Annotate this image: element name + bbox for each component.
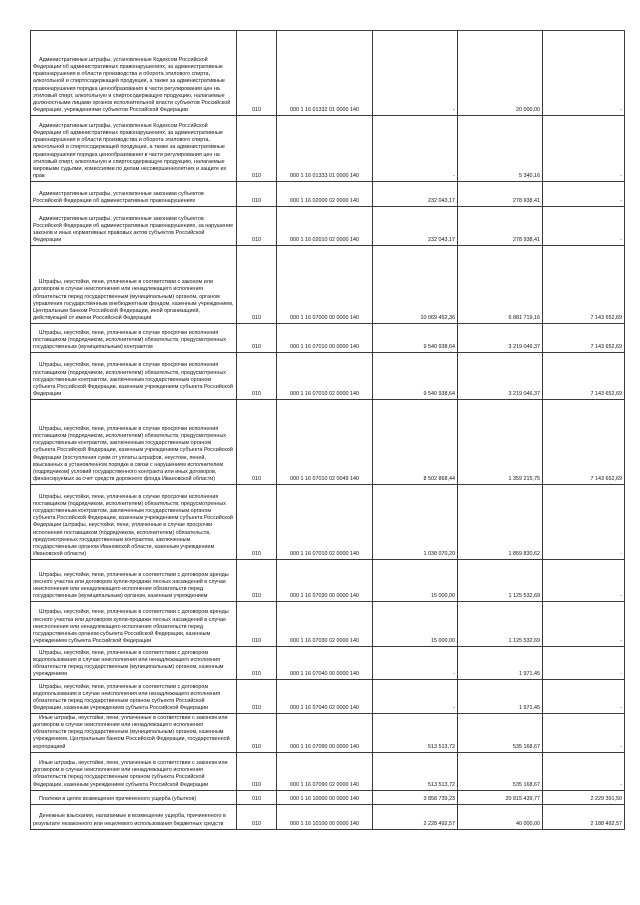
row-value-1-text: 513 513,72 — [428, 781, 455, 788]
table-body — [31, 31, 625, 830]
row-value-2-text: 40 000,00 — [516, 820, 540, 827]
row-name-text: Денежные взыскания, налагаемые в возмещение ущерба, причиненного в результате незаконного или нецелевого использования бюджетных средств — [33, 813, 226, 827]
row-value-1-cell — [373, 647, 458, 680]
row-budget-code-cell — [277, 680, 373, 714]
row-value-3-cell — [543, 790, 625, 804]
row-name-text: Административные штрафы, установленные законами субъектов Российской Федерации об административных правонарушениях — [33, 190, 204, 204]
row-budget-code-text: 000 1 16 07030 00 0000 140 — [290, 592, 359, 599]
row-line-code-text: 010 — [252, 795, 261, 802]
row-budget-code-cell — [277, 752, 373, 790]
row-budget-code-text: 000 1 16 07010 02 0000 140 — [290, 550, 359, 557]
row-budget-code-text: 000 1 16 07010 00 0000 140 — [290, 343, 359, 350]
revenue-table — [30, 30, 625, 830]
row-value-3-text: - — [620, 550, 622, 557]
row-name-cell — [31, 647, 237, 680]
row-name-cell — [31, 207, 237, 246]
row-value-1-text: 1 038 070,20 — [423, 550, 455, 557]
table-row — [31, 680, 625, 714]
row-value-1-cell — [373, 752, 458, 790]
row-value-3-cell — [543, 714, 625, 753]
row-value-3-text: - — [620, 172, 622, 179]
row-value-1-cell — [373, 116, 458, 182]
row-value-3-cell — [543, 804, 625, 829]
row-value-2-cell — [458, 31, 543, 116]
row-line-code-text: 010 — [252, 820, 261, 827]
row-name-cell — [31, 485, 237, 560]
row-budget-code-cell — [277, 485, 373, 560]
row-budget-code-cell — [277, 804, 373, 829]
row-value-1-cell — [373, 790, 458, 804]
row-value-1-cell — [373, 182, 458, 207]
row-line-code-cell — [237, 560, 277, 602]
row-value-1-cell — [373, 602, 458, 647]
row-value-3-text: 2 229 391,50 — [590, 795, 622, 802]
row-value-2-cell — [458, 602, 543, 647]
row-line-code-text: 010 — [252, 743, 261, 750]
row-budget-code-text: 000 1 16 01332 01 0000 140 — [290, 106, 359, 113]
table-row — [31, 207, 625, 246]
row-budget-code-text: 000 1 16 02010 02 0000 140 — [290, 236, 359, 243]
row-value-1-cell — [373, 207, 458, 246]
row-value-2-cell — [458, 680, 543, 714]
row-value-3-text: - — [620, 236, 622, 243]
row-budget-code-text: 000 1 16 07030 02 0000 140 — [290, 637, 359, 644]
row-name-text: Штрафы, неустойки, пени, уплаченные в соответствии с договором аренды лесного участка или договором купли-продажи лесных насаждений в случае неисполнения или ненадлежащего исполнения обязательств перед государственным органом субъекта Российской Федерации, казенным учреждением субъекта Российской Федерации — [33, 609, 229, 644]
table-row — [31, 804, 625, 829]
row-line-code-cell — [237, 602, 277, 647]
row-budget-code-text: 000 1 16 07090 00 0000 140 — [290, 743, 359, 750]
row-line-code-cell — [237, 182, 277, 207]
row-name-text: Штрафы, неустойки, пени, уплаченные в случае просрочки исполнения поставщиком (подрядчиком, исполнителем) обязательств, предусмотренных государственным (муниципальным) контрактом — [33, 329, 226, 350]
row-value-2-text: 20 815 439,77 — [505, 795, 540, 802]
row-value-2-cell — [458, 804, 543, 829]
row-line-code-text: 010 — [252, 314, 261, 321]
row-budget-code-cell — [277, 182, 373, 207]
row-value-3-cell — [543, 31, 625, 116]
row-name-text: Административные штрафы, установленные Кодексом Российской Федерации об административных правонарушениях, за административные правонарушения в области производства и оборота этилового спирта, алкогольной и спиртосодержащей продукции, а также за административные правонарушения порядка ценообразования в части регулирования цен на этиловый спирт, алкогольную и спиртосодержащую продукцию, налагаемые должностными лицами органов исполнительной власти субъектов Российской Федерации, учреждениями субъектов Российской Федерации — [33, 57, 231, 113]
row-value-1-cell — [373, 714, 458, 753]
row-value-1-text: - — [453, 704, 455, 711]
row-value-3-text: 7 143 652,69 — [590, 475, 622, 482]
row-value-1-cell — [373, 680, 458, 714]
row-value-3-text: 7 143 652,69 — [590, 314, 622, 321]
row-value-2-text: 5 340,16 — [519, 172, 540, 179]
table-row — [31, 31, 625, 116]
row-budget-code-cell — [277, 560, 373, 602]
row-value-3-text: - — [620, 106, 622, 113]
row-value-1-cell — [373, 324, 458, 353]
row-value-2-cell — [458, 324, 543, 353]
row-line-code-text: 010 — [252, 390, 261, 397]
row-line-code-cell — [237, 647, 277, 680]
row-name-cell — [31, 31, 237, 116]
row-value-3-text: 2 188 492,57 — [590, 820, 622, 827]
row-value-1-text: 9 540 938,64 — [423, 343, 455, 350]
row-budget-code-cell — [277, 353, 373, 400]
row-value-1-text: 232 043,17 — [428, 236, 455, 243]
row-value-2-cell — [458, 207, 543, 246]
row-value-3-text: - — [620, 592, 622, 599]
row-budget-code-text: 000 1 16 10000 00 0000 140 — [290, 795, 359, 802]
row-value-2-cell — [458, 116, 543, 182]
row-line-code-cell — [237, 714, 277, 753]
row-value-1-text: 2 228 492,57 — [423, 820, 455, 827]
row-name-cell — [31, 804, 237, 829]
row-budget-code-cell — [277, 400, 373, 485]
row-value-3-text: - — [620, 781, 622, 788]
row-line-code-text: 010 — [252, 670, 261, 677]
row-value-2-text: 1 125 532,69 — [508, 637, 540, 644]
row-name-cell — [31, 714, 237, 753]
table-row — [31, 324, 625, 353]
row-budget-code-text: 000 1 16 02000 02 0000 140 — [290, 197, 359, 204]
table-row — [31, 116, 625, 182]
row-value-1-text: - — [453, 106, 455, 113]
table-row — [31, 714, 625, 753]
row-line-code-cell — [237, 31, 277, 116]
row-value-3-cell — [543, 560, 625, 602]
row-value-2-cell — [458, 246, 543, 324]
row-value-1-text: 513 513,72 — [428, 743, 455, 750]
row-value-1-text: 15 000,00 — [431, 637, 455, 644]
row-budget-code-cell — [277, 207, 373, 246]
row-value-1-text: - — [453, 670, 455, 677]
row-value-2-cell — [458, 752, 543, 790]
row-value-2-text: 535 168,67 — [513, 743, 540, 750]
row-line-code-text: 010 — [252, 197, 261, 204]
row-value-1-cell — [373, 353, 458, 400]
row-value-2-text: 535 168,67 — [513, 781, 540, 788]
table-row — [31, 485, 625, 560]
row-value-2-text: 1 971,45 — [519, 670, 540, 677]
row-line-code-text: 010 — [252, 172, 261, 179]
row-line-code-text: 010 — [252, 781, 261, 788]
table-row — [31, 246, 625, 324]
row-value-1-text: 15 000,00 — [431, 592, 455, 599]
row-value-1-text: 232 043,17 — [428, 197, 455, 204]
row-budget-code-cell — [277, 324, 373, 353]
row-value-3-cell — [543, 182, 625, 207]
row-line-code-cell — [237, 400, 277, 485]
row-value-2-text: 20 000,00 — [516, 106, 540, 113]
row-name-cell — [31, 324, 237, 353]
row-value-2-text: 3 219 046,37 — [508, 343, 540, 350]
row-budget-code-text: 000 1 16 07040 00 0000 140 — [290, 670, 359, 677]
row-line-code-text: 010 — [252, 704, 261, 711]
row-value-3-cell — [543, 752, 625, 790]
row-line-code-cell — [237, 680, 277, 714]
row-value-1-text: - — [453, 172, 455, 179]
row-value-2-text: 1 971,45 — [519, 704, 540, 711]
table-row — [31, 790, 625, 804]
row-value-2-text: 278 938,41 — [513, 236, 540, 243]
row-value-2-text: 3 219 046,37 — [508, 390, 540, 397]
row-value-3-text: 7 143 652,69 — [590, 343, 622, 350]
row-value-1-cell — [373, 485, 458, 560]
row-line-code-cell — [237, 353, 277, 400]
row-value-3-cell — [543, 400, 625, 485]
row-line-code-text: 010 — [252, 550, 261, 557]
row-value-2-text: 1 859 830,62 — [508, 550, 540, 557]
row-line-code-text: 010 — [252, 236, 261, 243]
row-name-text: Иные штрафы, неустойки, пени, уплаченные в соответствии с законом или договором в случае неисполнения или ненадлежащего исполнения обязательств перед государственным органом субъекта Российской Федерации, казенным учреждением субъекта Российской Федерации — [33, 760, 228, 788]
row-line-code-text: 010 — [252, 592, 261, 599]
row-line-code-cell — [237, 804, 277, 829]
table-row — [31, 752, 625, 790]
row-budget-code-text: 000 1 16 10100 00 0000 140 — [290, 820, 359, 827]
row-name-cell — [31, 790, 237, 804]
row-budget-code-cell — [277, 116, 373, 182]
row-name-text: Штрафы, неустойки, пени, уплаченные в соответствии с договором водопользования в случае неисполнения или ненадлежащего исполнения обязательств перед государственным (муниципальным) органом, казенным учреждением — [33, 649, 224, 677]
row-value-3-cell — [543, 353, 625, 400]
row-value-2-text: 6 881 719,16 — [508, 314, 540, 321]
row-value-2-cell — [458, 400, 543, 485]
row-value-3-cell — [543, 246, 625, 324]
row-budget-code-text: 000 1 16 01333 01 0000 140 — [290, 172, 359, 179]
row-value-3-text: 7 143 652,69 — [590, 390, 622, 397]
row-line-code-text: 010 — [252, 343, 261, 350]
row-budget-code-text: 000 1 16 07000 00 0000 140 — [290, 314, 359, 321]
row-value-2-cell — [458, 714, 543, 753]
row-value-2-text: 1 125 532,69 — [508, 592, 540, 599]
row-name-cell — [31, 353, 237, 400]
table-row — [31, 560, 625, 602]
row-line-code-cell — [237, 207, 277, 246]
row-value-3-text: - — [620, 704, 622, 711]
row-name-text: Штрафы, неустойки, пени, уплаченные в случае просрочки исполнения поставщиком (подрядчиком, исполнителем) обязательств, предусмотренных государственным контрактом, заключенным государственным органом субъекта Российской Федерации, казенным учреждением субъекта Российской Федерации (штрафы, неустойки, пени, уплаченные в случае просрочки исполнения поставщиком (подрядчиком, исполнителем) обязательств, предусмотренных государственным контрактом, заключенным государственным органом Ивановской области, казенным учреждением Ивановской области) — [33, 493, 233, 557]
row-name-text: Штрафы, неустойки, пени, уплаченные в случае просрочки исполнения поставщиком (подрядчиком, исполнителем) обязательств, предусмотренных государственным контрактом, заключенным государственным органом субъекта Российской Федерации, казенным учреждением субъекта Российской Федерации — [33, 362, 233, 397]
row-value-2-cell — [458, 485, 543, 560]
row-name-text: Административные штрафы, установленные Кодексом Российской Федерации об административных правонарушениях, за административные правонарушения в области производства и оборота этилового спирта, алкогольной и спиртосодержащей продукции, а также за административные правонарушения порядка ценообразования в части регулирования цен на этиловый спирт, алкогольную и спиртосодержащую продукцию, налагаемые мировыми судьями, комиссиями по делам несовершеннолетних и защите их прав — [33, 123, 227, 179]
row-budget-code-text: 000 1 16 07090 02 0000 140 — [290, 781, 359, 788]
row-budget-code-text: 000 1 16 07040 02 0000 140 — [290, 704, 359, 711]
row-line-code-cell — [237, 116, 277, 182]
row-line-code-text: 010 — [252, 637, 261, 644]
row-budget-code-cell — [277, 602, 373, 647]
row-name-cell — [31, 752, 237, 790]
row-name-cell — [31, 400, 237, 485]
table-row — [31, 602, 625, 647]
row-value-1-cell — [373, 804, 458, 829]
row-budget-code-text: 000 1 16 07010 02 0000 140 — [290, 390, 359, 397]
row-budget-code-text: 000 1 16 07010 02 0049 140 — [290, 475, 359, 482]
table-row — [31, 353, 625, 400]
row-line-code-text: 010 — [252, 475, 261, 482]
row-value-3-cell — [543, 324, 625, 353]
row-name-text: Штрафы, неустойки, пени, уплаченные в случае просрочки исполнения поставщиком (подрядчиком, исполнителем) обязательств, предусмотренных государственным контрактом, заключенным государственным органом субъекта Российской Федерации, казенным учреждением субъекта Российской Федерации (поступления сумм от уплаты штрафов, неустоек, пеней, взысканных в установленном порядке в связи с нарушением исполнителем (подрядчиком) условий государственного контракта или иных договоров, финансируемых за счет средств дорожного фонда Ивановской области) — [33, 426, 233, 482]
row-line-code-cell — [237, 790, 277, 804]
row-value-3-cell — [543, 485, 625, 560]
row-budget-code-cell — [277, 714, 373, 753]
row-value-2-cell — [458, 647, 543, 680]
row-value-2-text: 1 359 215,75 — [508, 475, 540, 482]
row-value-3-text: - — [620, 197, 622, 204]
row-value-1-text: 8 502 868,44 — [423, 475, 455, 482]
row-line-code-cell — [237, 752, 277, 790]
row-value-3-text: - — [620, 637, 622, 644]
row-budget-code-cell — [277, 246, 373, 324]
row-value-3-text: - — [620, 670, 622, 677]
row-value-2-cell — [458, 560, 543, 602]
row-name-text: Штрафы, неустойки, пени, уплаченные в соответствии с договором водопользования в случае неисполнения или ненадлежащего исполнения обязательств перед государственным органом субъекта Российской Федерации, казенным учреждением субъекта Российской Федерации — [33, 683, 221, 711]
row-value-1-cell — [373, 560, 458, 602]
row-name-cell — [31, 680, 237, 714]
row-value-1-text: 3 858 739,23 — [423, 795, 455, 802]
row-value-1-text: 9 540 938,64 — [423, 390, 455, 397]
row-value-2-text: 278 938,41 — [513, 197, 540, 204]
row-name-cell — [31, 116, 237, 182]
row-value-3-cell — [543, 680, 625, 714]
row-value-2-cell — [458, 790, 543, 804]
row-value-2-cell — [458, 353, 543, 400]
row-value-1-cell — [373, 400, 458, 485]
table-row — [31, 182, 625, 207]
row-line-code-text: 010 — [252, 106, 261, 113]
row-value-3-text: - — [620, 743, 622, 750]
row-value-3-cell — [543, 207, 625, 246]
row-value-3-cell — [543, 116, 625, 182]
row-line-code-cell — [237, 246, 277, 324]
row-value-1-cell — [373, 246, 458, 324]
row-name-cell — [31, 246, 237, 324]
row-budget-code-cell — [277, 31, 373, 116]
row-name-cell — [31, 182, 237, 207]
row-name-text: Штрафы, неустойки, пени, уплаченные в соответствии с законом или договором в случае неисполнения или ненадлежащего исполнения обязательств перед государственным (муниципальным) органом, органом управления государственным внебюджетным фондом, казенным учреждением, Центральным банком Российской Федерации, иной организацией, действующей от имени Российской Федерации — [33, 279, 234, 321]
row-value-3-cell — [543, 602, 625, 647]
row-name-text: Иные штрафы, неустойки, пени, уплаченные в соответствии с законом или договором в случае неисполнения или ненадлежащего исполнения обязательств перед государственным (муниципальным) органом, казенным учреждением, Центральным банком Российской Федерации, государственной корпорацией — [33, 715, 230, 750]
row-line-code-cell — [237, 324, 277, 353]
table-row — [31, 647, 625, 680]
row-budget-code-cell — [277, 790, 373, 804]
row-value-1-cell — [373, 31, 458, 116]
row-value-1-text: 10 069 452,36 — [420, 314, 455, 321]
row-value-2-cell — [458, 182, 543, 207]
row-name-text: Штрафы, неустойки, пени, уплаченные в соответствии с договором аренды лесного участка или договором купли-продажи лесных насаждений в случае неисполнения или ненадлежащего исполнения обязательств перед государственным (муниципальным) органом, казенным учреждением — [33, 571, 229, 599]
row-name-text: Платежи в целях возмещения причиненного ущерба (убытков) — [39, 795, 197, 802]
row-line-code-cell — [237, 485, 277, 560]
row-name-cell — [31, 560, 237, 602]
row-budget-code-cell — [277, 647, 373, 680]
table-row — [31, 400, 625, 485]
row-name-text: Административные штрафы, установленные законами субъектов Российской Федерации об административных правонарушениях, за нарушение законов и иных нормативных правовых актов субъектов Российской Федерации — [33, 215, 234, 243]
row-name-cell — [31, 602, 237, 647]
row-value-3-cell — [543, 647, 625, 680]
